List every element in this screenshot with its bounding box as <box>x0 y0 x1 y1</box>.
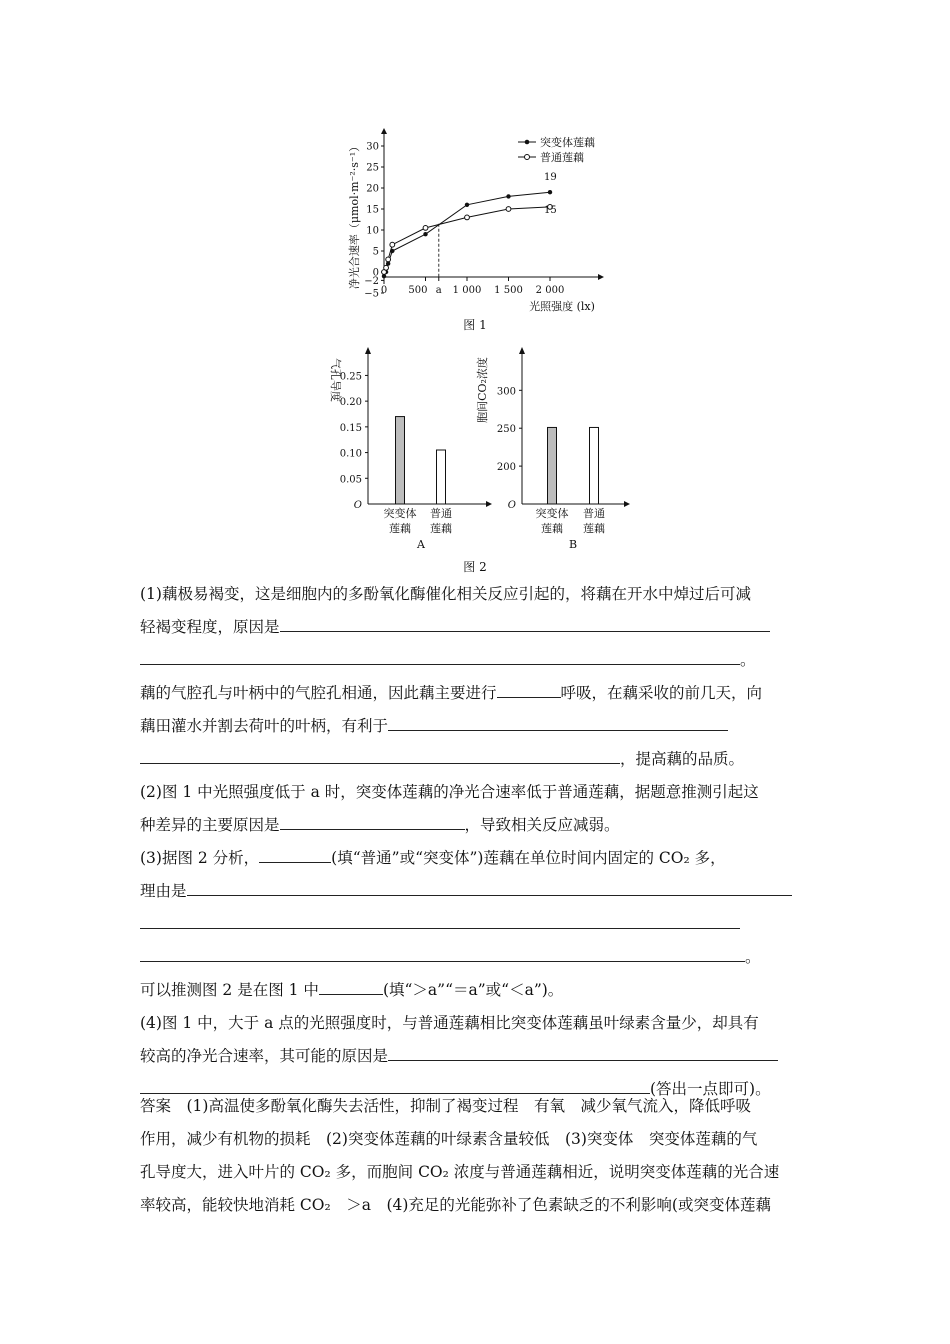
fig2b-cat2-line2: 莲藕 <box>583 522 605 535</box>
fig1-xlabel: 光照强度 (lx) <box>529 300 595 313</box>
fig1-legend-normal: 普通莲藕 <box>540 151 584 164</box>
fig2a-cat2-line2: 莲藕 <box>430 522 452 535</box>
answer-line-3 <box>140 1156 812 1189</box>
fig2a-y-arrow <box>365 347 371 354</box>
q3-line-4 <box>140 941 812 974</box>
fig2b-cat2-line1: 普通 <box>583 507 605 520</box>
fig1-ytick-label: 10 <box>366 225 379 237</box>
fig1-legend-mutant-marker <box>525 140 530 145</box>
q2-blank-1[interactable] <box>280 809 465 830</box>
q1-text-1: (1)藕极易褐变，这是细胞内的多酚氧化酶催化相关反应引起的，将藕在开水中焯过后可减 <box>140 585 751 603</box>
q3-text-4: 。 <box>745 948 761 966</box>
figure-2-caption: 图 2 <box>463 560 487 574</box>
answer-text-1: 答案 (1)高温使多酚氧化酶失去活性，抑制了褐变过程 有氧 减少氧气流入，降低呼吸 <box>140 1097 751 1115</box>
fig1-legend-mutant: 突变体莲藕 <box>540 136 595 149</box>
fig1-point-mutant <box>465 203 469 207</box>
fig2-ytick-label: 0.10 <box>339 448 362 460</box>
q1-text-3: 。 <box>740 651 756 669</box>
q4-blank-1[interactable] <box>388 1040 778 1061</box>
fig2a-panel-label: A <box>417 538 425 551</box>
q3-blank-2-cont1[interactable] <box>140 908 740 929</box>
fig1-xtick-label: 500 <box>408 285 428 296</box>
fig1-point-normal <box>384 265 389 270</box>
q1-line-1 <box>140 578 812 611</box>
answer-text-3: 孔导度大，进入叶片的 CO₂ 多，而胞间 CO₂ 浓度与普通莲藕相近，说明突变体莲藕的光合速 <box>140 1163 780 1181</box>
fig1-ylabel: 净光合速率（μmol·m⁻²·s⁻¹） <box>348 140 361 290</box>
fig1-point-normal <box>386 257 391 262</box>
fig2a-cat1-line1: 突变体 <box>383 507 417 520</box>
q3-blank-1[interactable] <box>259 842 331 863</box>
fig1-xtick-label: 1 000 <box>452 285 482 296</box>
fig1-point-normal <box>506 207 511 212</box>
fig2-bar-normal <box>590 427 599 504</box>
q3-text-1a: (3)据图 2 分析， <box>140 849 260 867</box>
q1-text-4b: 呼吸，在藕采收的前几天，向 <box>560 684 763 702</box>
fig1-ytick-label: 15 <box>366 204 379 216</box>
fig1-xtick-label: a <box>435 285 442 296</box>
answer-block <box>140 1090 812 1222</box>
q1-blank-3-cont[interactable] <box>140 743 620 764</box>
fig1-ytick-label: 5 <box>372 246 379 258</box>
fig2b-ylabel: 胞间CO₂浓度 <box>476 357 489 423</box>
q1-blank-3[interactable] <box>388 710 728 731</box>
fig1-point-mutant <box>390 249 394 253</box>
fig1-ytick-label: 0 <box>372 267 379 279</box>
fig2-bar-mutant <box>548 427 557 504</box>
fig1-x-arrow <box>598 274 604 280</box>
fig2-ytick-label: 200 <box>496 462 516 474</box>
answer-line-2 <box>140 1123 812 1156</box>
fig2-bar-normal <box>437 450 446 504</box>
figure-2 <box>320 340 640 560</box>
q4-text-2: 较高的净光合速率，其可能的原因是 <box>140 1047 389 1065</box>
q3-blank-3[interactable] <box>319 974 383 995</box>
fig1-xtick-label: 2 000 <box>535 285 565 296</box>
q3-text-5b: (填“＞a”“＝a”或“＜a”)。 <box>382 981 564 999</box>
fig2b-panel-label: B <box>568 538 578 551</box>
q4-line-2 <box>140 1040 812 1073</box>
fig2-ytick-label: 250 <box>496 424 516 436</box>
q3-line-3 <box>140 908 812 941</box>
q3-blank-2[interactable] <box>187 875 792 896</box>
q4-line-1 <box>140 1007 812 1040</box>
fig1-ytick-label: −5 <box>364 288 379 300</box>
q1-line-4 <box>140 677 812 710</box>
fig1-point-normal <box>390 242 395 247</box>
q2-text-2b: ，导致相关反应减弱。 <box>464 816 620 834</box>
fig1-point-mutant <box>423 232 427 236</box>
fig2b-cat1-line2: 莲藕 <box>541 522 563 535</box>
answer-line-1 <box>140 1090 812 1123</box>
q3-line-1 <box>140 842 812 875</box>
fig1-point-mutant <box>548 190 552 194</box>
q1-text-4a: 藕的气腔孔与叶柄中的气腔孔相通，因此藕主要进行 <box>140 684 497 702</box>
fig2-ytick-label: 0.05 <box>339 474 362 486</box>
figure-1-caption: 图 1 <box>463 318 487 332</box>
fig2b-x-arrow <box>624 501 630 507</box>
fig1-ytick-label: 20 <box>366 183 379 195</box>
q3-line-5 <box>140 974 812 1007</box>
fig1-end-label-normal: 15 <box>544 205 557 216</box>
q2-line-1 <box>140 776 812 809</box>
fig2-ytick-label: 0.25 <box>339 371 362 383</box>
fig1-end-label-mutant: 19 <box>544 172 557 183</box>
fig1-ytick-label: 30 <box>366 141 379 153</box>
q1-text-6: ，提高藕的品质。 <box>620 750 745 768</box>
fig2-ytick-label: 0.20 <box>339 397 362 409</box>
fig1-y-arrow <box>381 128 387 134</box>
q2-text-1: (2)图 1 中光照强度低于 a 时，突变体莲藕的净光合速率低于普通莲藕，据题意推测引起这 <box>140 783 759 801</box>
q3-text-2: 理由是 <box>140 882 187 900</box>
q2-text-2a: 种差异的主要原因是 <box>140 816 280 834</box>
fig1-xtick-label: 1 500 <box>494 285 523 296</box>
q3-blank-2-cont2[interactable] <box>140 941 745 962</box>
fig2-ytick-label: O <box>507 500 516 511</box>
fig1-ytick-label: −2 <box>364 275 379 287</box>
fig1-point-normal <box>465 215 470 220</box>
q1-text-5: 藕田灌水并割去荷叶的叶柄，有利于 <box>140 717 389 735</box>
fig2-ytick-label: 0.15 <box>339 422 362 434</box>
fig2a-cat1-line2: 莲藕 <box>389 522 411 535</box>
fig2-bar-mutant <box>396 417 405 504</box>
q4-text-1: (4)图 1 中，大于 a 点的光照强度时，与普通莲藕相比突变体莲藕虽叶绿素含量少，却具有 <box>140 1014 759 1032</box>
q3-text-5a: 可以推测图 2 是在图 1 中 <box>140 981 319 999</box>
q1-line-5 <box>140 710 812 743</box>
fig2a-x-arrow <box>486 501 492 507</box>
answer-text-4: 率较高，能较快地消耗 CO₂ ＞a (4)充足的光能弥补了色素缺乏的不利影响(或突变体莲藕 <box>140 1196 771 1214</box>
figure-1-line-chart <box>340 120 620 320</box>
q1-line-6 <box>140 743 812 776</box>
question-text <box>140 578 812 1106</box>
q3-text-1b: (填“普通”或“突变体”)莲藕在单位时间内固定的 CO₂ 多， <box>331 849 726 867</box>
fig2b-y-arrow <box>519 347 525 354</box>
q1-line-3 <box>140 644 812 677</box>
fig1-xtick-label: 0 <box>380 285 388 296</box>
fig1-legend-normal-marker <box>525 155 530 160</box>
fig2-ytick-label: 300 <box>496 386 516 398</box>
answer-line-4 <box>140 1189 812 1222</box>
fig2-ytick-label: O <box>353 500 362 511</box>
fig2b-cat1-line1: 突变体 <box>535 507 569 520</box>
fig1-point-normal <box>423 226 428 231</box>
fig2a-cat2-line1: 普通 <box>430 507 452 520</box>
figure-2-bar-charts <box>320 340 640 560</box>
q4-text-3: (答出一点即可)。 <box>650 1080 771 1098</box>
q2-line-2 <box>140 809 812 842</box>
q1-blank-2[interactable] <box>497 677 561 698</box>
answer-text-2: 作用，减少有机物的损耗 (2)突变体莲藕的叶绿素含量较低 (3)突变体 突变体莲藕的气 <box>140 1130 758 1148</box>
q1-blank-1[interactable] <box>280 611 770 632</box>
q1-line-2 <box>140 611 812 644</box>
figure-1 <box>340 120 620 320</box>
fig1-point-mutant <box>506 194 510 198</box>
q3-line-2 <box>140 875 812 908</box>
fig1-ytick-label: 25 <box>366 162 379 174</box>
q1-blank-1-cont[interactable] <box>140 644 740 665</box>
q1-text-2: 轻褐变程度，原因是 <box>140 618 280 636</box>
fig2a-ylabel: 气孔导度 <box>329 358 342 402</box>
